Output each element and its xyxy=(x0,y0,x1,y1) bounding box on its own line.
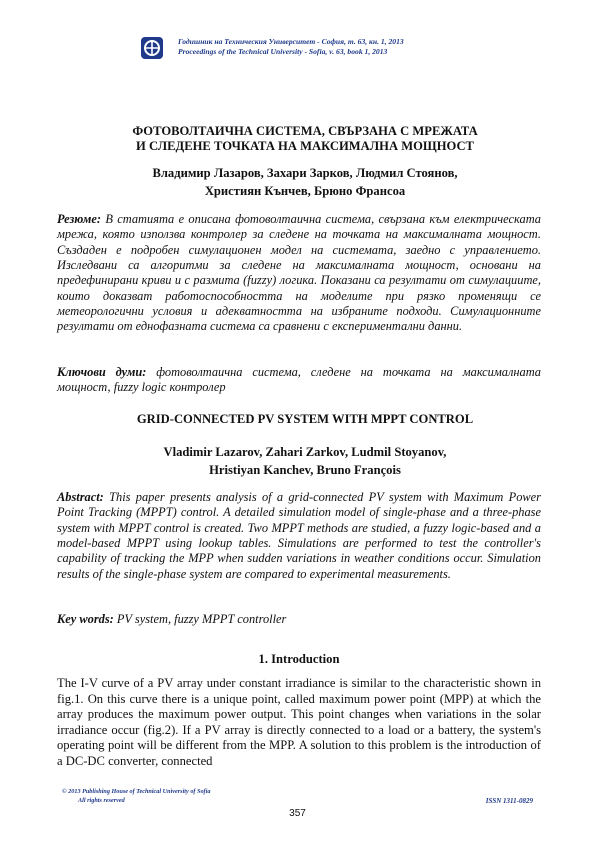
en-authors xyxy=(60,443,550,479)
bg-abstract xyxy=(57,212,541,335)
bg-abstract-label: Резюме: xyxy=(57,212,101,226)
bg-keywords-label: Ключови думи: xyxy=(57,365,147,379)
copyright-line2: All rights reserved xyxy=(78,796,125,804)
issn: ISSN 1311-0829 xyxy=(485,797,533,805)
section-body: The I-V curve of a PV array under constant irradiance is similar to the characteristic shown in fig.1. On this curve there is a unique point, called maximum power point (MPP) at which the array produces the maximum power output. This point changes when variations in the solar irradiance occur (fig.2). If a PV array is directly connected to a load or a battery, the system's operating point will be different from the MPP. A solution to this problem is the introduction of a DC-DC converter, connected xyxy=(57,676,541,768)
journal-line-en: Proceedings of the Technical University - Sofia, v. 63, book 1, 2013 xyxy=(178,47,388,56)
en-title: GRID-CONNECTED PV SYSTEM WITH MPPT CONTROL xyxy=(136,412,474,426)
bg-keywords xyxy=(57,365,541,396)
copyright xyxy=(62,788,210,805)
bg-authors-line2: Християн Кънчев, Брюно Франсоа xyxy=(204,184,406,198)
bg-keywords-text: фотоволтаична система, следене на точката на максималната мощност, fuzzy logic контролер xyxy=(57,365,541,395)
en-abstract-label: Abstract: xyxy=(57,490,104,504)
en-abstract-text: This paper presents analysis of a grid-connected PV system with Maximum Power Point Tracking (MPPT) control. A detailed simulation model of single-phase and a three-phase system with MPPT control is created. Two MPPT methods are studied, a fuzzy logic-based and a model-based MPPT using lookup tables. Simulations are performed to test the controller's capability of tracking the MPP when sudden variations in weather conditions occur. Simulation results of the single-phase system are compared to experimental measurements. xyxy=(57,490,541,581)
en-keywords-label: Key words: xyxy=(57,612,114,626)
journal-line-bg: Годишник на Техническия Университет - София, т. 63, кн. 1, 2013 xyxy=(178,37,404,46)
en-authors-line1: Vladimir Lazarov, Zahari Zarkov, Ludmil Stoyanov, xyxy=(163,445,447,459)
tu-sofia-logo-icon xyxy=(140,36,164,60)
bg-title-line1: ФОТОВОЛТАИЧНА СИСТЕМА, СВЪРЗАНА С МРЕЖАТА xyxy=(132,124,478,138)
en-authors-line2: Hristiyan Kanchev, Bruno François xyxy=(209,463,401,477)
en-abstract xyxy=(57,490,541,582)
bg-title xyxy=(95,124,515,154)
page-number: 357 xyxy=(289,808,306,819)
bg-authors-line1: Владимир Лазаров, Захари Зарков, Людмил Стоянов, xyxy=(152,166,458,180)
bg-authors xyxy=(60,164,550,200)
copyright-line1: © 2013 Publishing House of Technical University of Sofia xyxy=(62,788,211,795)
section-heading: 1. Introduction xyxy=(258,652,340,666)
en-keywords-text: PV system, fuzzy MPPT controller xyxy=(116,612,287,626)
journal-header xyxy=(178,37,404,57)
bg-abstract-text: В статията е описана фотоволтаична система, свързана към електрическата мрежа, която използва контролер за следене на точката на максималната мощност. Създаден е подробен симулационен модел на системата, заедно с управлението. Изследвани са алгоритми за следене на максималната мощност, основани на предефинирани криви и с размита (fuzzy) логика. Показани са резултати от симулациите, които доказват работоспособността на моделите при рязко променящи се метеорологични условия и адекватността на избраните подходи. Симулационните резултати от еднофазната система са сравнени с експериментални данни. xyxy=(57,212,541,334)
bg-title-line2: И СЛЕДЕНЕ ТОЧКАТА НА МАКСИМАЛНА МОЩНОСТ xyxy=(136,139,474,153)
en-keywords xyxy=(57,612,541,627)
